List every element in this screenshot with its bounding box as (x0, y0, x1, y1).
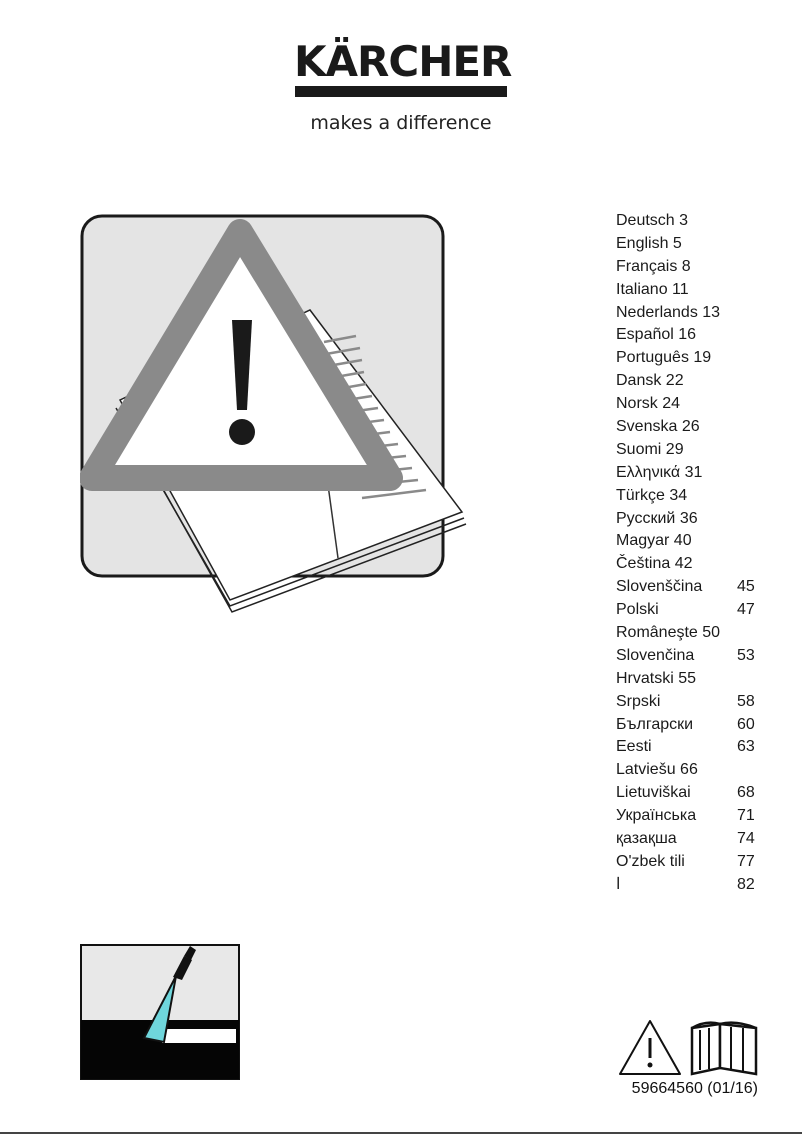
toc-entry (616, 210, 766, 233)
toc-entry (616, 622, 766, 645)
logo-bar (295, 86, 507, 97)
toc-entry (616, 393, 766, 416)
toc-language: Nederlands 13 (616, 303, 721, 321)
toc-entry (616, 485, 766, 508)
toc-language: Italiano 11 (616, 280, 689, 298)
toc-entry (616, 370, 766, 393)
toc-entry (616, 599, 766, 622)
brand-name: KÄRCHER (294, 37, 512, 86)
toc-language: Deutsch 3 (616, 212, 689, 229)
toc-language: Latviešu 66 (616, 761, 698, 779)
toc-language: Polski (616, 601, 659, 619)
toc-page-number: 68 (737, 784, 755, 802)
toc-entry (616, 645, 766, 668)
toc-language: қазақша (616, 830, 677, 848)
toc-entry (616, 324, 766, 347)
toc-language: O'zbek tili (616, 852, 685, 870)
toc-language: Suomi 29 (616, 440, 684, 458)
toc-entry (616, 462, 766, 485)
toc-page-number: 45 (737, 578, 755, 596)
toc-page-number: 74 (737, 830, 755, 848)
toc-entry (616, 439, 766, 462)
bottom-rule (0, 1132, 802, 1134)
toc-entry (616, 851, 766, 874)
toc-entry (616, 874, 766, 897)
toc-language: Português 19 (616, 349, 712, 367)
toc-entry (616, 782, 766, 805)
toc-language: Slovenčina (616, 646, 695, 664)
toc-language: Українська (616, 807, 697, 825)
safety-instructions-icons (618, 1018, 760, 1076)
toc-entry (616, 691, 766, 714)
toc-entry (616, 553, 766, 576)
toc-language: Türkçe 34 (616, 486, 688, 504)
toc-language: Norsk 24 (616, 395, 681, 413)
toc-language: Srpski (616, 692, 661, 710)
toc-language: Slovenščina (616, 578, 703, 596)
toc-entry (616, 508, 766, 531)
toc-language: Dansk 22 (616, 372, 684, 390)
toc-entry (616, 256, 766, 279)
brand-tagline: makes a difference (310, 112, 492, 134)
toc-entry (616, 416, 766, 439)
toc-page-number: 47 (737, 601, 755, 619)
toc-entry (616, 530, 766, 553)
toc-language: ا (616, 875, 621, 893)
toc-entry (616, 805, 766, 828)
toc-page-number: 82 (737, 875, 755, 893)
toc-entry (616, 736, 766, 759)
toc-language: Româneşte 50 (616, 624, 721, 642)
toc-page-number: 60 (737, 715, 755, 733)
toc-page-number: 58 (737, 692, 755, 710)
toc-entry (616, 347, 766, 370)
open-book-icon (692, 1023, 756, 1074)
pressure-washer-spray-pictogram (80, 944, 242, 1082)
toc-page-number: 53 (737, 646, 755, 664)
toc-language: Español 16 (616, 326, 697, 344)
toc-language: Français 8 (616, 257, 691, 275)
toc-language: Lietuviškai (616, 784, 691, 802)
toc-entry (616, 828, 766, 851)
toc-language: Svenska 26 (616, 418, 700, 436)
toc-language: Magyar 40 (616, 532, 692, 550)
toc-entry (616, 759, 766, 782)
toc-page-number: 71 (737, 807, 755, 825)
toc-entry (616, 279, 766, 302)
language-table-of-contents (616, 210, 766, 897)
toc-entry (616, 668, 766, 691)
toc-language: English 5 (616, 234, 682, 252)
read-manual-warning-illustration (80, 214, 472, 614)
warning-triangle-small-icon (620, 1021, 680, 1074)
toc-entry (616, 576, 766, 599)
toc-language: Eesti (616, 738, 652, 756)
document-number: 59664560 (01/16) (631, 1080, 758, 1097)
toc-page-number: 77 (737, 852, 755, 870)
toc-entry (616, 233, 766, 256)
kaercher-logo (294, 37, 512, 86)
toc-entry (616, 302, 766, 325)
toc-language: Hrvatski 55 (616, 669, 697, 687)
toc-language: Čeština 42 (616, 555, 693, 573)
toc-page-number: 63 (737, 738, 755, 756)
toc-language: Ελληνικά 31 (616, 463, 703, 481)
toc-entry (616, 714, 766, 737)
toc-language: Български (616, 715, 694, 733)
toc-language: Русский 36 (616, 509, 698, 527)
